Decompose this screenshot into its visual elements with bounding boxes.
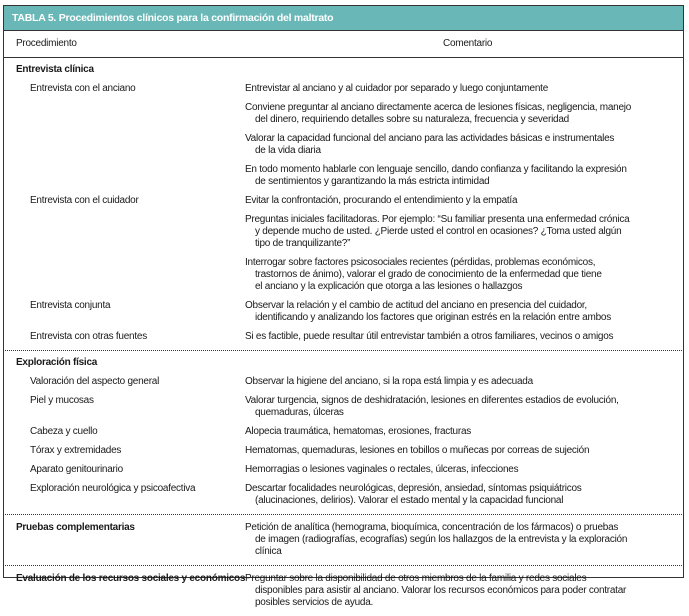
comment-line: del dinero, requiriendo detalles sobre su naturaleza, frecuencia y severidad bbox=[255, 114, 569, 125]
table-row bbox=[4, 464, 683, 483]
table-body bbox=[4, 58, 683, 616]
table-row bbox=[4, 376, 683, 395]
comment-line: (alucinaciones, delirios). Valorar el estado mental y la capacidad funcional bbox=[255, 495, 564, 506]
comment-block bbox=[245, 395, 683, 419]
comment-line: Valorar turgencia, signos de deshidratación, lesiones en diferentes estadios de evolución, bbox=[245, 395, 619, 406]
comment-line: de la vida diaria bbox=[255, 145, 321, 156]
table-row bbox=[4, 83, 683, 195]
comment-cell bbox=[245, 522, 683, 565]
comment-block bbox=[245, 522, 683, 558]
comment-line: de imagen (radiografías, ecografías) según los hallazgos de la entrevista y la exploración bbox=[255, 534, 628, 545]
procedure-label: Entrevista con otras fuentes bbox=[30, 331, 147, 342]
procedure-label: Exploración neurológica y psicoafectiva bbox=[30, 483, 196, 494]
comment-line: Observar la relación y el cambio de actitud del anciano en presencia del cuidador, bbox=[245, 300, 587, 311]
procedure-label: Entrevista con el cuidador bbox=[30, 195, 139, 206]
comment-cell bbox=[245, 445, 683, 464]
table-row bbox=[4, 573, 683, 616]
table-row bbox=[4, 445, 683, 464]
comment-line: quemaduras, úlceras bbox=[255, 407, 344, 418]
comment-line: Si es factible, puede resultar útil entrevistar también a otros familiares, vecinos o amigos bbox=[245, 331, 614, 342]
comment-line: tipo de tranquilizante?” bbox=[255, 238, 351, 249]
comment-cell bbox=[245, 483, 683, 514]
section-title: Exploración física bbox=[16, 357, 98, 368]
comment-line: y depende mucho de usted. ¿Pierde usted el control en ocasiones? ¿Toma usted algún bbox=[255, 226, 622, 237]
comment-line: Hematomas, quemaduras, lesiones en tobillos o muñecas por correas de sujeción bbox=[245, 445, 590, 456]
comment-line: Descartar focalidades neurológicas, depresión, ansiedad, síntomas psiquiátricos bbox=[245, 483, 582, 494]
table-row bbox=[4, 195, 683, 300]
comment-block bbox=[245, 426, 683, 438]
comment-cell bbox=[245, 195, 683, 300]
comment-cell bbox=[245, 300, 683, 331]
procedure-label: Piel y mucosas bbox=[30, 395, 94, 406]
table-title: TABLA 5. Procedimientos clínicos para la confirmación del maltrato bbox=[4, 6, 683, 31]
comment-block bbox=[245, 195, 683, 207]
comment-block bbox=[245, 573, 683, 609]
comment-line: Observar la higiene del anciano, si la ropa está limpia y es adecuada bbox=[245, 376, 533, 387]
procedure-label: Entrevista conjunta bbox=[30, 300, 111, 311]
procedure-label: Tórax y extremidades bbox=[30, 445, 122, 456]
comment-cell bbox=[245, 573, 683, 616]
table-section bbox=[4, 566, 683, 616]
comment-line: En todo momento hablarle con lenguaje sencillo, dando confianza y facilitando la expresión bbox=[245, 164, 627, 175]
comment-cell bbox=[245, 426, 683, 445]
comment-line: Preguntar sobre la disponibilidad de otros miembros de la familia y redes sociales bbox=[245, 573, 587, 584]
comment-cell bbox=[245, 395, 683, 426]
comment-block bbox=[245, 300, 683, 324]
header-comment: Comentario bbox=[443, 38, 493, 49]
comment-block bbox=[245, 83, 683, 95]
comment-block bbox=[245, 257, 683, 293]
comment-line: disponibles para asistir al anciano. Valorar los recursos económicos para poder contratar bbox=[255, 585, 627, 596]
comment-line: posibles servicios de ayuda. bbox=[255, 597, 374, 608]
comment-line: Petición de analítica (hemograma, bioquímica, concentración de los fármacos) o pruebas bbox=[245, 522, 619, 533]
comment-line: Valorar la capacidad funcional del anciano para las actividades básicas e instrumentales bbox=[245, 133, 615, 144]
table-row bbox=[4, 300, 683, 331]
table-row bbox=[4, 395, 683, 426]
table-row bbox=[4, 483, 683, 514]
comment-line: identificando y analizando los factores que originan estrés en la relación entre ambos bbox=[255, 312, 611, 323]
comment-line: Entrevistar al anciano y al cuidador por separado y luego conjuntamente bbox=[245, 83, 549, 94]
comment-cell bbox=[245, 331, 683, 350]
comment-cell bbox=[245, 464, 683, 483]
comment-line: Alopecia traumática, hematomas, erosiones, fracturas bbox=[245, 426, 471, 437]
comment-cell bbox=[245, 376, 683, 395]
table-section bbox=[4, 58, 683, 350]
comment-block bbox=[245, 464, 683, 476]
comment-line: Evitar la confrontación, procurando el entendimiento y la empatía bbox=[245, 195, 518, 206]
comment-line: Preguntas iniciales facilitadoras. Por ejemplo: “Su familiar presenta una enfermedad crónica bbox=[245, 214, 630, 225]
procedure-label: Cabeza y cuello bbox=[30, 426, 98, 437]
table-section bbox=[4, 515, 683, 565]
procedure-label: Aparato genitourinario bbox=[30, 464, 123, 475]
comment-cell bbox=[245, 83, 683, 195]
comment-line: Hemorragias o lesiones vaginales o rectales, úlceras, infecciones bbox=[245, 464, 519, 475]
comment-block bbox=[245, 331, 683, 343]
comment-block bbox=[245, 376, 683, 388]
comment-block bbox=[245, 102, 683, 126]
column-headers bbox=[4, 31, 683, 58]
section-title: Pruebas complementarias bbox=[16, 522, 135, 533]
procedure-label: Valoración del aspecto general bbox=[30, 376, 160, 387]
table-frame bbox=[3, 5, 684, 608]
table-row bbox=[4, 426, 683, 445]
table-row bbox=[4, 522, 683, 565]
comment-block bbox=[245, 445, 683, 457]
section-title: Evaluación de los recursos sociales y económicos bbox=[16, 573, 246, 584]
comment-line: el anciano y la explicación que otorga a las lesiones o hallazgos bbox=[255, 281, 523, 292]
comment-line: clínica bbox=[255, 546, 282, 557]
comment-block bbox=[245, 214, 683, 250]
table-row bbox=[4, 331, 683, 350]
header-procedure: Procedimiento bbox=[16, 38, 77, 49]
comment-line: Conviene preguntar al anciano directamente acerca de lesiones físicas, negligencia, manejo bbox=[245, 102, 632, 113]
comment-line: trastornos de ánimo), valorar el grado de conocimiento de la enfermedad que tiene bbox=[255, 269, 602, 280]
procedure-label: Entrevista con el anciano bbox=[30, 83, 136, 94]
table-section bbox=[4, 351, 683, 514]
comment-line: de sentimientos y garantizando la más estricta intimidad bbox=[255, 176, 490, 187]
comment-block bbox=[245, 164, 683, 188]
comment-block bbox=[245, 483, 683, 507]
comment-block bbox=[245, 133, 683, 157]
section-title: Entrevista clínica bbox=[16, 64, 94, 75]
comment-line: Interrogar sobre factores psicosociales recientes (pérdidas, problemas económicos, bbox=[245, 257, 596, 268]
